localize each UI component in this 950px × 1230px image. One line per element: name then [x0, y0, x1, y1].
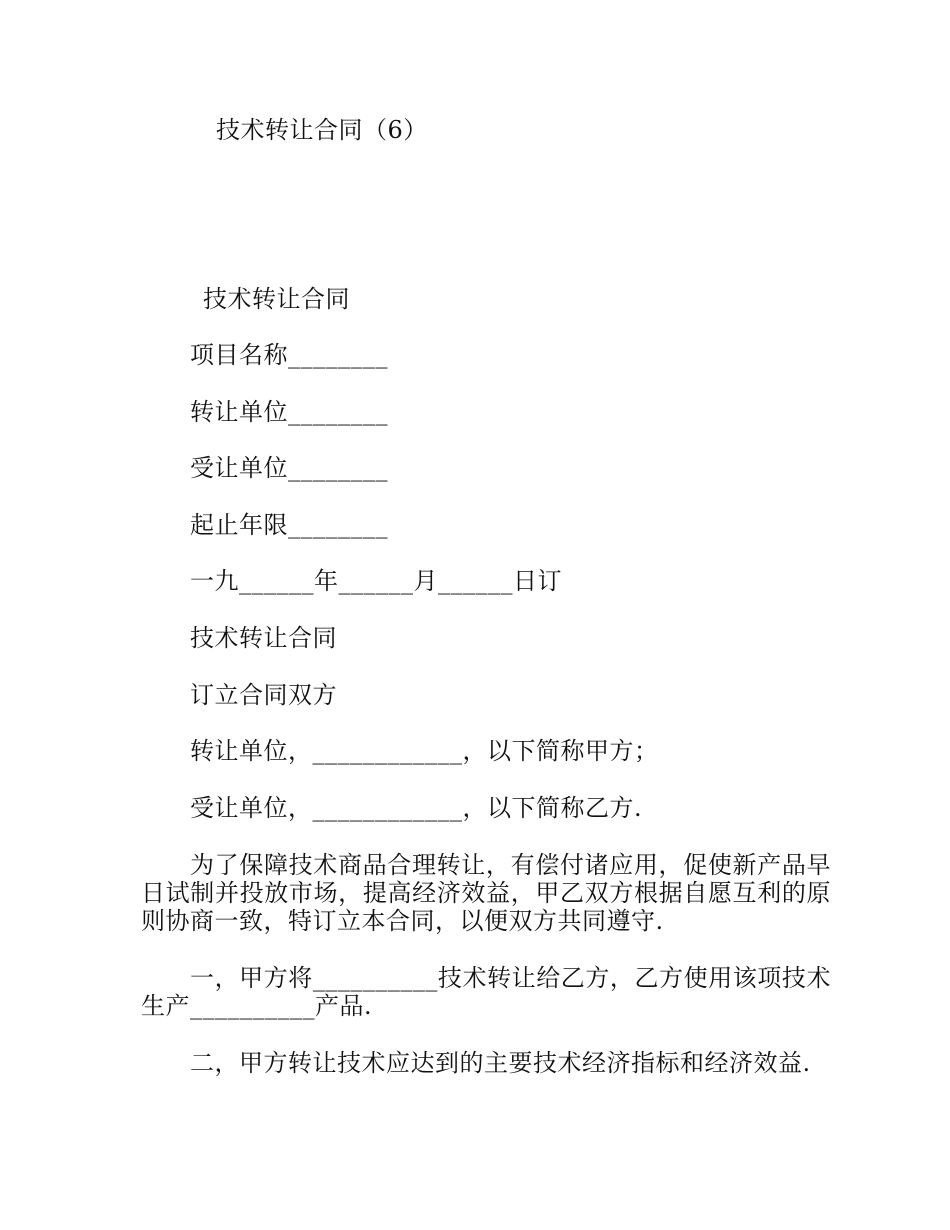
clause-1-paragraph: 一，甲方将__________技术转让给乙方，乙方使用该项技术生产__________产品. — [141, 964, 831, 1020]
preamble-paragraph: 为了保障技术商品合理转让，有偿付诸应用，促使新产品早日试制并投放市场，提高经济效益，甲乙双方根据自愿互利的原则协商一致，特订立本合同，以便双方共同遵守. — [141, 851, 831, 935]
document-title: 技术转让合同（6） — [216, 116, 428, 144]
project-name-field: 项目名称________ — [190, 341, 388, 369]
clause-2-paragraph: 二，甲方转让技术应达到的主要技术经济指标和经济效益. — [190, 1049, 811, 1077]
contract-heading: 技术转让合同 — [190, 624, 337, 652]
transferee-field: 受让单位________ — [190, 454, 388, 482]
party-b-line: 受让单位，____________，以下简称乙方. — [190, 794, 643, 822]
cover-title: 技术转让合同 — [203, 285, 350, 313]
parties-label: 订立合同双方 — [190, 681, 337, 709]
party-a-line: 转让单位，____________，以下简称甲方； — [190, 737, 659, 765]
date-line: 一九______年______月______日订 — [190, 567, 562, 595]
term-field: 起止年限________ — [190, 511, 388, 539]
transferor-field: 转让单位________ — [190, 398, 388, 426]
